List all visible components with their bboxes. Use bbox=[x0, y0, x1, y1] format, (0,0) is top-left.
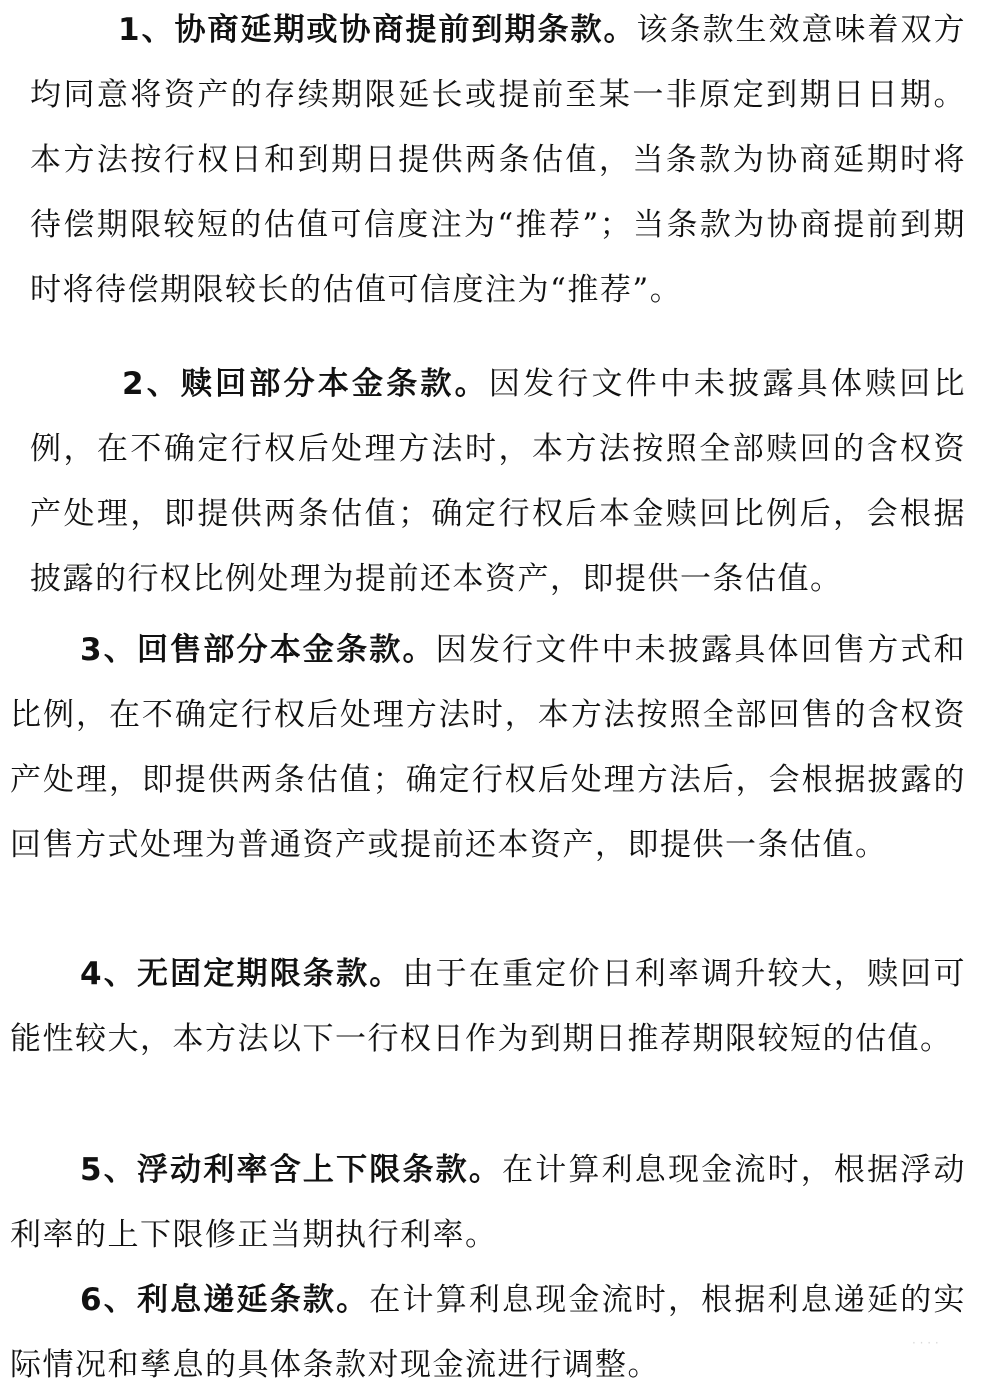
paragraph-2 bbox=[30, 352, 966, 612]
paragraph-2-body: 因发行文件中未披露具体赎回比例，在不确定行权后处理方法时，本方法按照全部赎回的含权资产处理，即提供两条估值；确定行权后本金赎回比例后，会根据披露的行权比例处理为提前还本资产，即提供一条估值。 bbox=[30, 366, 966, 597]
paragraph-1-heading: 1、协商延期或协商提前到期条款。 bbox=[118, 12, 637, 48]
paragraph-4-body: 由于在重定价日利率调升较大，赎回可能性较大，本方法以下一行权日作为到期日推荐期限较短的估值。 bbox=[10, 956, 966, 1057]
paragraph-4 bbox=[10, 942, 966, 1072]
paragraph-3-heading: 3、回售部分本金条款。 bbox=[80, 632, 436, 668]
paragraph-1 bbox=[30, 0, 966, 323]
paragraph-1-body: 该条款生效意味着双方均同意将资产的存续期限延长或提前至某一非原定到期日日期。本方法按行权日和到期日提供两条估值，当条款为协商延期时将待偿期限较短的估值可信度注为“推荐”；当条款为协商提前到期时将待偿期限较长的估值可信度注为“推荐”。 bbox=[30, 12, 967, 308]
watermark-mark: · · · · bbox=[912, 1336, 939, 1350]
paragraph-6-body: 在计算利息现金流时，根据利息递延的实际情况和孳息的具体条款对现金流进行调整。 bbox=[10, 1282, 966, 1383]
paragraph-6 bbox=[10, 1268, 966, 1398]
paragraph-5-heading: 5、浮动利率含上下限条款。 bbox=[80, 1152, 503, 1188]
paragraph-4-heading: 4、无固定期限条款。 bbox=[80, 956, 403, 992]
paragraph-5-body: 在计算利息现金流时，根据浮动利率的上下限修正当期执行利率。 bbox=[10, 1152, 966, 1253]
paragraph-2-heading: 2、赎回部分本金条款。 bbox=[122, 366, 489, 402]
paragraph-3 bbox=[10, 618, 966, 878]
paragraph-5 bbox=[10, 1138, 966, 1268]
paragraph-6-heading: 6、利息递延条款。 bbox=[80, 1282, 370, 1318]
paragraph-3-body: 因发行文件中未披露具体回售方式和比例，在不确定行权后处理方法时，本方法按照全部回售的含权资产处理，即提供两条估值；确定行权后处理方法后，会根据披露的回售方式处理为普通资产或提前还本资产，即提供一条估值。 bbox=[10, 632, 966, 863]
